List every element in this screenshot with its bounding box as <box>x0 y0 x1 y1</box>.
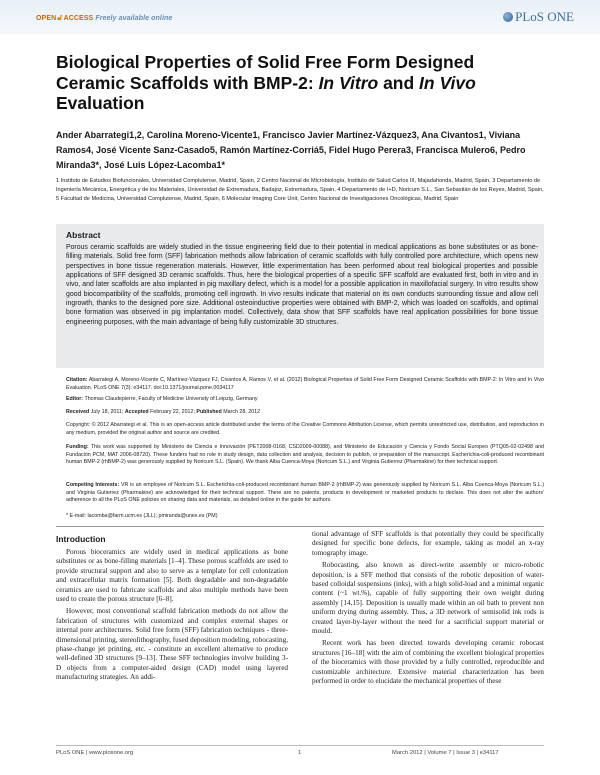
corresponding-email[interactable]: * E-mail: lacomba@farm.ucm.es (JLL); pmiranda@unex.es (PM) <box>66 513 218 519</box>
page-number: 1 <box>298 750 302 756</box>
copyright: Copyright: © 2012 Abarrategi et al. This is an open-access article distributed under the terms of the Creative Commons Attribution License, which permits unrestricted use, distribution, and reproduction in any medium, provided the original author and source are credited. <box>66 422 544 436</box>
editor-label: Editor: <box>66 396 84 402</box>
column-right <box>312 530 544 690</box>
abstract-text: Porous ceramic scaffolds are widely studied in the tissue engineering field due to their potential in medical applications as bone substitutes or as bone-filling materials. Solid free form (SFF) fabrication methods allow fabrication of ceramic scaffolds with fully controlled pore architecture, which opens new perspectives in bone tissue regeneration materials. However, little experimentation has been performed about real biological properties and possible applications of SFF designed 3D ceramic scaffolds. Thus, here the biological properties of a specific SFF scaffold are evaluated first, both in vitro and in vivo, and later scaffolds are also implanted in pig maxillary defect, which is a model for a possible application in maxillofacial surgery. In vitro results show good biocompatibility of the scaffolds, promoting cell ingrowth. In vivo results indicate that material on its own conducts surrounding tissue and allow cell ingrowth, thanks to the designed pore size. Additional osteoinductive properties were obtained with BMP-2, which was loaded on scaffolds, and optimal bone formation was observed in pig implantation model. Collectively, data show that SFF scaffolds have real application possibilities for bone tissue engineering purposes, with the main advantage of being fully customizable 3D structures. <box>66 244 538 326</box>
editor-text: Thomas Claudepierre, Faculty of Medicine University of Leipzig, Germany <box>84 396 258 402</box>
footer-issue: March 2012 | Volume 7 | Issue 3 | e34117 <box>392 750 499 756</box>
section-divider <box>56 526 544 527</box>
citation-label: Citation: <box>66 377 88 383</box>
citation <box>66 377 544 392</box>
editor <box>66 396 544 404</box>
affiliations: 1 Instituto de Estudios Biofuncionales, Universidad Complutense, Madrid, Spain, 2 Centro Nacional de Microbiología, Instituto de Salud Carlos III, Majadahonda, Madrid, Spain, 3 Departamento de Ingeniería Mecánica, Energética y de los Materiales, Universidad de Extremadura, Badajoz, Extremadura, Spain, 4 Departamento de I+D, Noricum S.L., San Sebastián de los Reyes, Madrid, Spain, 5 Facultad de Medicina, Universidad Complutense, Madrid, Spain, 6 Molecular Imaging Core Unit, Centro Nacional de Investigaciones Oncológicas, Madrid, Spain <box>56 178 544 202</box>
access-label: ACCESS <box>63 15 94 22</box>
title-in-vitro: In Vitro <box>318 72 379 93</box>
title-in-vivo: In Vivo <box>419 72 476 93</box>
funding-label: Funding: <box>66 444 89 450</box>
logo-text: PLoS ONE <box>515 9 574 24</box>
paragraph: However, most conventional scaffold fabrication methods do not allow the fabrication of structures with customized and complex external shapes or internal pore architectures. Solid free form (SFF) fabrication techniques - three-dimensional printing, stereolithography, fused deposition modeling, robocasting, phase-change jet printing, etc. - constitute an excellent alternative to produce well-defined 3D structures [9–13]. These SFF technologies involve building 3-D objects from a computer-aided design (CAD) model using layered manufacturing strategies. An addi- <box>56 607 288 682</box>
column-left <box>56 548 288 686</box>
published-date: March 28, 2012 <box>223 409 261 415</box>
accepted-date: February 22, 2012; <box>150 409 195 415</box>
open-label: OPEN <box>36 15 57 22</box>
introduction-heading: Introduction <box>56 534 106 544</box>
competing-text: VR is an employee of Noricum S.L. Escherichia-coli-produced recombinant human BMP-2 (rhBMP-2) was generously supplied by Noricum S.L. Alba Cuenca-Moya (Noricum S.L.) and Virginia Gutierrez (Pharmakine) are acknowledged for their technical support. There are no patents, products in development or marketed products to declare. This does not alter the authors' adherence to all the PLoS ONE policies on sharing data and materials, as detailed online in the guide for authors. <box>66 482 544 504</box>
abstract-heading: Abstract <box>66 230 101 240</box>
title-main: Biological Properties of Solid Free Form Designed Ceramic Scaffolds with BMP-2: <box>56 52 475 93</box>
open-access-lock-icon: 🔓︎ <box>57 13 63 22</box>
received-label: Received <box>66 409 90 415</box>
paragraph: tional advantage of SFF scaffolds is that potentially they could be specifically designed for specific bone defects, for example, taking as model an x-ray tomography image. <box>312 530 544 557</box>
title-and: and <box>378 72 420 93</box>
citation-text: Abarrategi A, Moreno-Vicente C, Martínez-Vázquez FJ, Civantos A, Ramos V, et al. (2012) Biological Properties of Solid Free Form Designed Ceramic Scaffolds with BMP-2: In Vitro and In Vivo Evaluation. PLoS ONE 7(3): e34117. doi:10.1371/journal.pone.0034117 <box>66 377 544 391</box>
dates <box>66 409 544 417</box>
funding <box>66 444 544 467</box>
title-evaluation: Evaluation <box>56 93 145 113</box>
journal-header-bar <box>0 0 600 34</box>
competing-label: Competing Interests: <box>66 482 120 488</box>
open-access-banner[interactable] <box>36 13 172 23</box>
footer-journal[interactable]: PLoS ONE | www.plosone.org <box>56 750 134 756</box>
funding-text: This work was supported by Ministerio de Ciencia e Innovación (PET2008-0168, CSD2009-00088), and Ministerio de Educación y Ciencia y Fondo Social Europeo (PTQ05-02-02498 and Fundación PCM, MAT 2006-08720). These funders had no role in study design, data collection and analysis, decision to publish, or preparation of the manuscript. Escherichia-coli-produced recombinant human BMP-2 (rhBMP-2) was generously supplied by Noricum S.L. (Spain). We thank Alba Cuenca-Moya (Noricum S.L.) and Virginia Gutierrez (Pharmakine) for their technical support. <box>66 444 544 466</box>
freely-available-label: Freely available online <box>95 15 173 22</box>
competing-interests <box>66 482 544 505</box>
paragraph: Recent work has been directed towards developing ceramic robocast structures [16–18] with the aim of combining the excellent biological properties of the bioceramics with those provided by a fully controlled, reproducible and customizable architecture. Extensive material characterization has been performed in order to elucidate the mechanical properties of these <box>312 639 544 686</box>
paragraph: Porous bioceramics are widely used in medical applications as bone substitutes or as bone-filling materials [1–4]. These porous scaffolds are used to provide structural support and also to serve as a template for cell colonization and extracellular matrix formation [5]. Both degradable and non-degradable ceramics are used to fabricate scaffolds and also multiple methods have been used to create the porous structure [6–8]. <box>56 548 288 604</box>
plos-one-logo[interactable] <box>503 9 574 25</box>
received-date: July 18, 2011; <box>90 409 124 415</box>
accepted-label: Accepted <box>124 409 149 415</box>
published-label: Published <box>196 409 222 415</box>
plos-logo-icon <box>503 12 513 22</box>
footer-divider <box>56 745 544 746</box>
article-title <box>56 52 536 114</box>
paragraph: Robocasting, also known as direct-write assembly or micro-robotic deposition, is a SFF method that consists of the robotic deposition of water-based colloidal suspensions (inks), with a high solid-load and a minimal organic content (~1 wt.%), capable of fully supporting their own weight during assembly [14,15]. Deposition is usually made within an oil bath to prevent non uniform drying during assembly. Thus, a 3D network of semisolid ink rods is created layer-by-layer without the need for a sacrificial support material or mould. <box>312 561 544 636</box>
author-list: Ander Abarrategi1,2, Carolina Moreno-Vicente1, Francisco Javier Martínez-Vázquez3, Ana Civantos1, Viviana Ramos4, José Vicente Sanz-Casado5, Ramón Martínez-Corriá5, Fidel Hugo Perera3, Francisca Mulero6, Pedro Miranda3*, José Luis López-Lacomba1* <box>56 130 526 170</box>
